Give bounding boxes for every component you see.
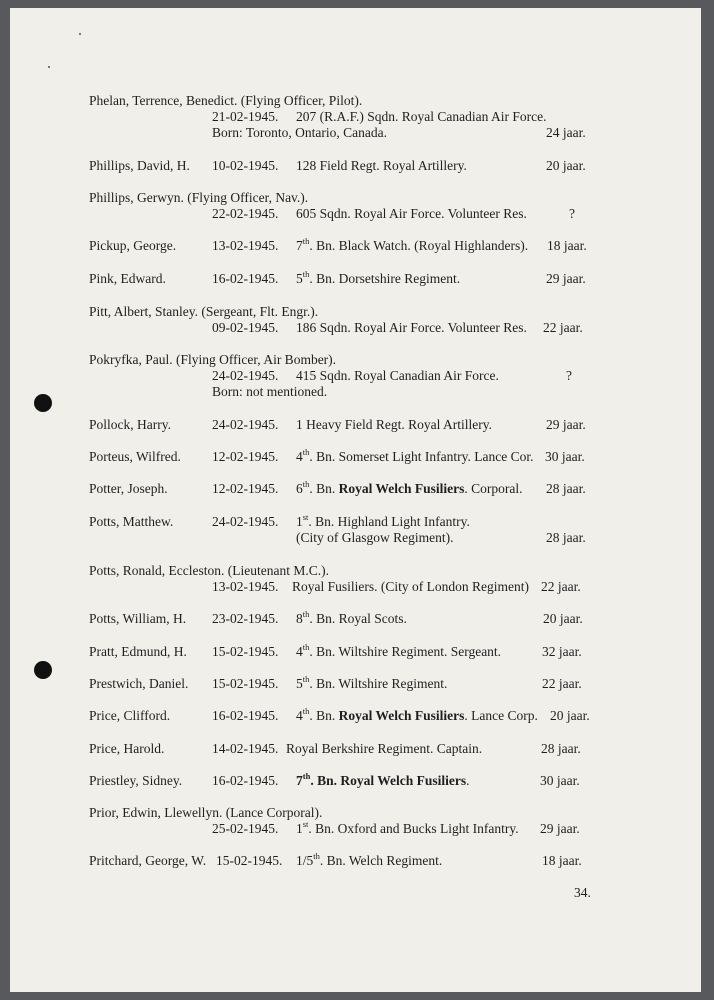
entry-age: 28 jaar. bbox=[541, 741, 581, 756]
entry-priestley bbox=[10, 770, 701, 789]
entry-age: 20 jaar. bbox=[550, 708, 590, 723]
entry-name: Priestley, Sidney. bbox=[89, 773, 183, 788]
entry-description: Royal Berkshire Regiment. Captain. bbox=[286, 741, 483, 756]
description-text: . Bn. Black Watch. (Royal Highlanders). bbox=[309, 238, 529, 253]
entry-description bbox=[296, 446, 534, 464]
ordinal: 5 bbox=[296, 271, 303, 286]
entry-age: 30 jaar. bbox=[540, 773, 580, 788]
entry-date: 16-02-1945. bbox=[212, 773, 279, 788]
regiment-bold: Royal Welch Fusiliers bbox=[338, 708, 465, 723]
description-text: . Bn. Highland Light Infantry. bbox=[308, 514, 470, 529]
entry-name: Phillips, David, H. bbox=[89, 158, 190, 173]
entry-date: 16-02-1945. bbox=[212, 271, 279, 286]
entry-date: 10-02-1945. bbox=[212, 158, 279, 173]
entry-age: 18 jaar. bbox=[547, 238, 587, 253]
entry-description: 605 Sqdn. Royal Air Force. Volunteer Res. bbox=[296, 206, 527, 221]
entry-age: 24 jaar. bbox=[546, 125, 586, 140]
description-text: . Bn. bbox=[309, 708, 339, 723]
entry-pollock bbox=[10, 417, 701, 433]
entry-age: 20 jaar. bbox=[543, 611, 583, 626]
entry-age: 29 jaar. bbox=[546, 417, 586, 432]
description-text: . Bn. Somerset Light Infantry. Lance Cor. bbox=[309, 449, 534, 464]
entry-date: 12-02-1945. bbox=[212, 449, 279, 464]
document-page bbox=[10, 8, 701, 992]
ordinal: 4 bbox=[296, 708, 303, 723]
ordinal-suffix: st bbox=[302, 511, 309, 522]
ordinal-suffix: st bbox=[302, 818, 309, 829]
entry-name: Pink, Edward. bbox=[89, 271, 166, 286]
entry-pitt bbox=[10, 304, 701, 336]
ordinal-suffix: th bbox=[313, 850, 320, 861]
entry-name: Prior, Edwin, Llewellyn. (Lance Corporal). bbox=[89, 805, 323, 820]
entry-name: Pollock, Harry. bbox=[89, 417, 171, 432]
entry-phillips-gerwyn bbox=[10, 190, 701, 222]
entry-age: ? bbox=[569, 206, 575, 221]
entry-date: 16-02-1945. bbox=[212, 708, 279, 723]
ordinal: 1/5 bbox=[296, 853, 314, 868]
entry-description: 128 Field Regt. Royal Artillery. bbox=[296, 158, 467, 173]
ordinal: 4 bbox=[296, 644, 303, 659]
entry-description bbox=[296, 511, 470, 529]
description-suffix: . bbox=[466, 773, 470, 788]
ordinal-suffix: th bbox=[302, 268, 310, 279]
entry-name: Pokryfka, Paul. (Flying Officer, Air Bomber). bbox=[89, 352, 337, 367]
entry-name: Price, Clifford. bbox=[89, 708, 171, 723]
entry-age: 20 jaar. bbox=[546, 158, 586, 173]
regiment-bold: Royal Welch Fusiliers bbox=[338, 481, 465, 496]
entry-birthplace: Born: not mentioned. bbox=[212, 384, 328, 399]
entry-potter bbox=[10, 478, 701, 497]
ordinal: 6 bbox=[296, 481, 303, 496]
entry-description bbox=[296, 818, 519, 836]
entry-name: Porteus, Wilfred. bbox=[89, 449, 181, 464]
entry-phelan bbox=[10, 93, 701, 141]
entry-age: 22 jaar. bbox=[542, 676, 582, 691]
entry-description: 186 Sqdn. Royal Air Force. Volunteer Res. bbox=[296, 320, 527, 335]
ordinal: 7 bbox=[296, 773, 303, 788]
entry-age: 18 jaar. bbox=[542, 853, 582, 868]
entry-name: Pitt, Albert, Stanley. (Sergeant, Flt. Engr.). bbox=[89, 304, 319, 319]
entry-pokryfka bbox=[10, 352, 701, 400]
entry-date: 15-02-1945. bbox=[212, 644, 279, 659]
entry-potts-william bbox=[10, 608, 701, 627]
entry-description: 207 (R.A.F.) Sqdn. Royal Canadian Air Force. bbox=[296, 109, 547, 124]
ordinal-suffix: th bbox=[302, 705, 310, 716]
entry-description bbox=[296, 705, 538, 723]
ordinal: 1 bbox=[296, 514, 303, 529]
entry-date: 12-02-1945. bbox=[212, 481, 279, 496]
entry-name: Potter, Joseph. bbox=[89, 481, 168, 496]
ordinal-suffix: th bbox=[302, 641, 310, 652]
entry-name: Potts, Matthew. bbox=[89, 514, 174, 529]
entry-pritchard bbox=[10, 850, 701, 869]
entry-date: 15-02-1945. bbox=[212, 676, 279, 691]
entry-age: 22 jaar. bbox=[541, 579, 581, 594]
entry-name: Phelan, Terrence, Benedict. (Flying Officer, Pilot). bbox=[89, 93, 363, 108]
speck-mark bbox=[79, 33, 81, 35]
entry-date: 13-02-1945. bbox=[212, 238, 279, 253]
ordinal-suffix: th bbox=[302, 478, 310, 489]
entry-name: Phillips, Gerwyn. (Flying Officer, Nav.). bbox=[89, 190, 309, 205]
ordinal-suffix: th bbox=[302, 608, 310, 619]
entry-name: Prestwich, Daniel. bbox=[89, 676, 189, 691]
entry-description bbox=[296, 770, 470, 788]
entry-name: Potts, Ronald, Eccleston. (Lieutenant M.C.). bbox=[89, 563, 329, 578]
entry-date: 24-02-1945. bbox=[212, 368, 279, 383]
entry-pratt bbox=[10, 641, 701, 660]
entry-description bbox=[296, 478, 523, 496]
entry-name: Potts, William, H. bbox=[89, 611, 187, 626]
entry-potts-matthew bbox=[10, 511, 701, 546]
description-text: . Bn. Royal Scots. bbox=[309, 611, 407, 626]
entry-date: 09-02-1945. bbox=[212, 320, 279, 335]
entry-description-line2: (City of Glasgow Regiment). bbox=[296, 530, 454, 545]
entry-description: 415 Sqdn. Royal Canadian Air Force. bbox=[296, 368, 499, 383]
entry-date: 13-02-1945. bbox=[212, 579, 279, 594]
entry-description bbox=[296, 608, 407, 626]
entry-date: 24-02-1945. bbox=[212, 514, 279, 529]
entry-description bbox=[296, 235, 529, 253]
entry-date: 22-02-1945. bbox=[212, 206, 279, 221]
entry-date: 23-02-1945. bbox=[212, 611, 279, 626]
ordinal: 7 bbox=[296, 238, 303, 253]
description-text: . Bn. Wiltshire Regiment. bbox=[309, 676, 448, 691]
entry-description bbox=[296, 850, 443, 868]
entry-name: Pratt, Edmund, H. bbox=[89, 644, 187, 659]
entry-phillips-david bbox=[10, 158, 701, 174]
entry-age: 29 jaar. bbox=[546, 271, 586, 286]
entry-birthplace: Born: Toronto, Ontario, Canada. bbox=[212, 125, 388, 140]
description-text: . Bn. Wiltshire Regiment. Sergeant. bbox=[309, 644, 502, 659]
entry-description: 1 Heavy Field Regt. Royal Artillery. bbox=[296, 417, 492, 432]
entry-date: 14-02-1945. bbox=[212, 741, 279, 756]
entry-age: 32 jaar. bbox=[542, 644, 582, 659]
description-text: . Bn. bbox=[309, 481, 339, 496]
ordinal: 4 bbox=[296, 449, 303, 464]
entry-porteus bbox=[10, 446, 701, 465]
description-text: . Bn. Welch Regiment. bbox=[319, 853, 443, 868]
description-suffix: . Corporal. bbox=[464, 481, 523, 496]
regiment-bold: . Bn. Royal Welch Fusiliers bbox=[310, 773, 467, 788]
description-text: . Bn. Oxford and Bucks Light Infantry. bbox=[308, 821, 519, 836]
speck-mark bbox=[48, 66, 50, 68]
page-number: 34. bbox=[574, 885, 591, 900]
entry-price-harold bbox=[10, 741, 701, 757]
entry-age: 30 jaar. bbox=[545, 449, 585, 464]
entry-name: Pickup, George. bbox=[89, 238, 177, 253]
ordinal: 8 bbox=[296, 611, 303, 626]
entry-description: Royal Fusiliers. (City of London Regiment) bbox=[292, 579, 529, 594]
description-suffix: . Lance Corp. bbox=[464, 708, 538, 723]
entry-date: 21-02-1945. bbox=[212, 109, 279, 124]
entry-age: 28 jaar. bbox=[546, 530, 586, 545]
entry-pink bbox=[10, 268, 701, 287]
ordinal-suffix: th bbox=[302, 446, 310, 457]
entry-potts-ronald bbox=[10, 563, 701, 595]
entry-prestwich bbox=[10, 673, 701, 692]
entry-prior bbox=[10, 805, 701, 837]
entry-age: 29 jaar. bbox=[540, 821, 580, 836]
ordinal-suffix: th bbox=[302, 235, 310, 246]
entry-name: Pritchard, George, W. bbox=[89, 853, 207, 868]
entry-price-clifford bbox=[10, 705, 701, 724]
description-text: . Bn. Dorsetshire Regiment. bbox=[309, 271, 461, 286]
entry-date: 24-02-1945. bbox=[212, 417, 279, 432]
entry-pickup bbox=[10, 235, 701, 254]
entry-date: 25-02-1945. bbox=[212, 821, 279, 836]
entry-name: Price, Harold. bbox=[89, 741, 165, 756]
entry-date: 15-02-1945. bbox=[216, 853, 283, 868]
entry-description bbox=[296, 673, 448, 691]
ordinal: 5 bbox=[296, 676, 303, 691]
entry-description bbox=[296, 641, 502, 659]
ordinal-suffix: th bbox=[302, 770, 311, 781]
entry-age: 22 jaar. bbox=[543, 320, 583, 335]
ordinal: 1 bbox=[296, 821, 303, 836]
entry-age: 28 jaar. bbox=[546, 481, 586, 496]
entry-age: ? bbox=[566, 368, 572, 383]
ordinal-suffix: th bbox=[302, 673, 310, 684]
entry-description bbox=[296, 268, 461, 286]
